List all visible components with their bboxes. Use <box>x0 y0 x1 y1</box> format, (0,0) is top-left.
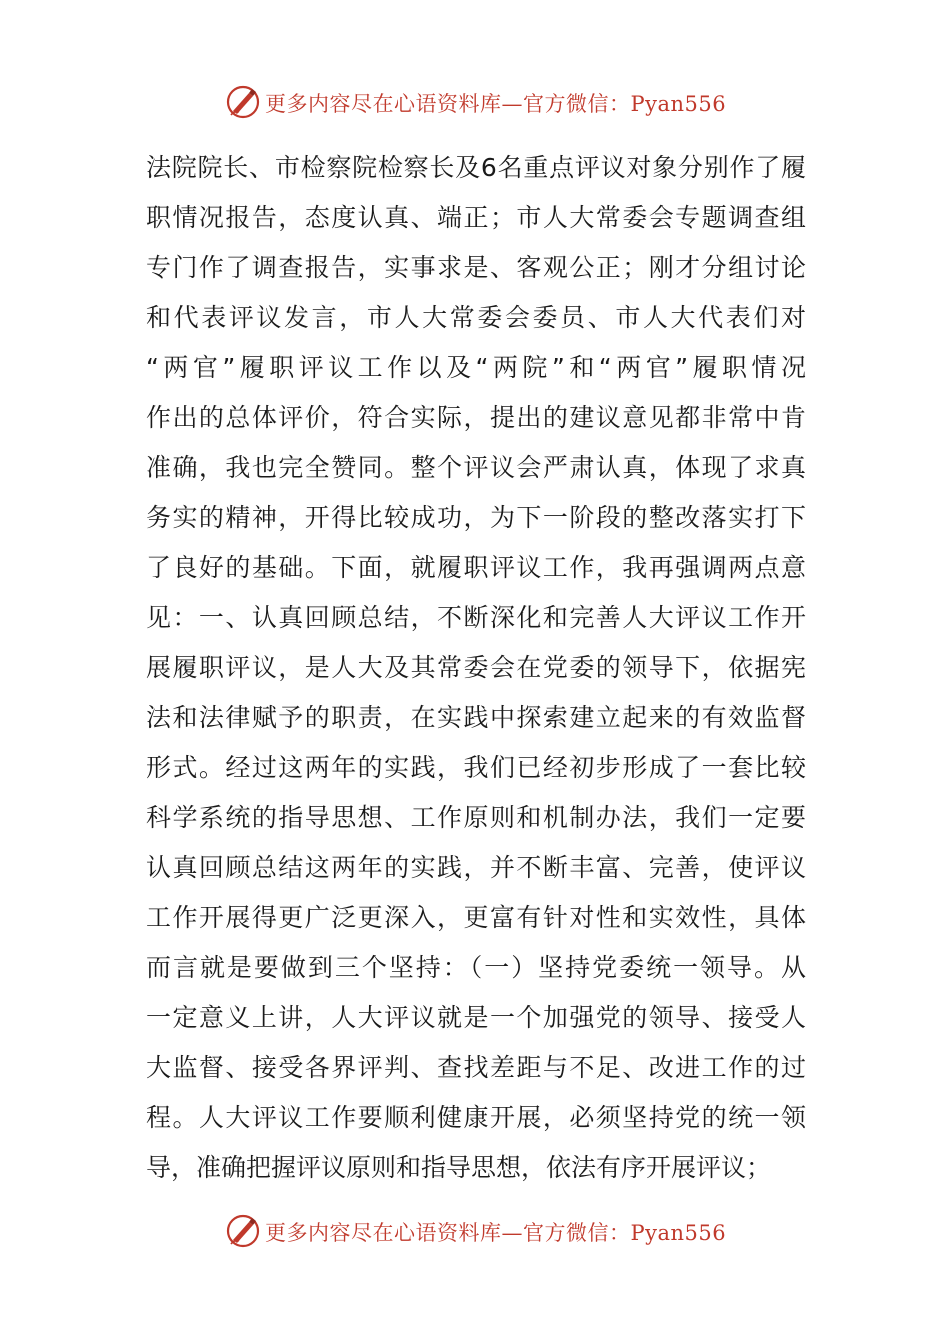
text-line: 大监督、接受各界评判、查找差距与不足、改进工作的过 <box>146 1053 806 1082</box>
text-line: 程。人大评议工作要顺利健康开展，必须坚持党的统一领 <box>146 1103 806 1132</box>
text-line: 职情况报告，态度认真、端正；市人大常委会专题调查组 <box>146 203 806 232</box>
text-line: 形式。经过这两年的实践，我们已经初步形成了一套比较 <box>146 753 806 782</box>
header-banner-text: 更多内容尽在心语资料库—官方微信：Pyan556 <box>265 92 727 116</box>
text-line: 科学系统的指导思想、工作原则和机制办法，我们一定要 <box>146 803 806 832</box>
text-line: “两官”履职评议工作以及“两院”和“两官”履职情况 <box>146 353 806 382</box>
header-banner <box>0 82 950 122</box>
pen-logo-icon <box>225 1213 261 1249</box>
text-line: 而言就是要做到三个坚持：（一）坚持党委统一领导。从 <box>146 953 806 982</box>
footer-banner <box>0 1211 950 1251</box>
text-line: 准确，我也完全赞同。整个评议会严肃认真，体现了求真 <box>146 453 806 482</box>
text-line: 和代表评议发言，市人大常委会委员、市人大代表们对 <box>146 303 806 332</box>
text-line: 导，准确把握评议原则和指导思想，依法有序开展评议； <box>146 1153 772 1182</box>
text-line: 了良好的基础。下面，就履职评议工作，我再强调两点意 <box>146 553 806 582</box>
text-line: 工作开展得更广泛更深入，更富有针对性和实效性，具体 <box>146 903 806 932</box>
pen-logo-icon <box>225 84 261 120</box>
text-line: 一定意义上讲，人大评议就是一个加强党的领导、接受人 <box>146 1003 806 1032</box>
text-line: 务实的精神，开得比较成功，为下一阶段的整改落实打下 <box>146 503 806 532</box>
text-line: 展履职评议，是人大及其常委会在党委的领导下，依据宪 <box>146 653 806 682</box>
text-line: 法和法律赋予的职责，在实践中探索建立起来的有效监督 <box>146 703 806 732</box>
text-line: 作出的总体评价，符合实际，提出的建议意见都非常中肯 <box>146 403 806 432</box>
text-line: 见：一、认真回顾总结，不断深化和完善人大评议工作开 <box>146 603 806 632</box>
text-line: 认真回顾总结这两年的实践，并不断丰富、完善，使评议 <box>146 853 806 882</box>
text-line: 法院院长、市检察院检察长及6名重点评议对象分别作了履 <box>146 153 806 182</box>
footer-banner-text: 更多内容尽在心语资料库—官方微信：Pyan556 <box>265 1221 727 1245</box>
document-body <box>146 143 806 1193</box>
text-line: 专门作了调查报告，实事求是、客观公正；刚才分组讨论 <box>146 253 806 282</box>
